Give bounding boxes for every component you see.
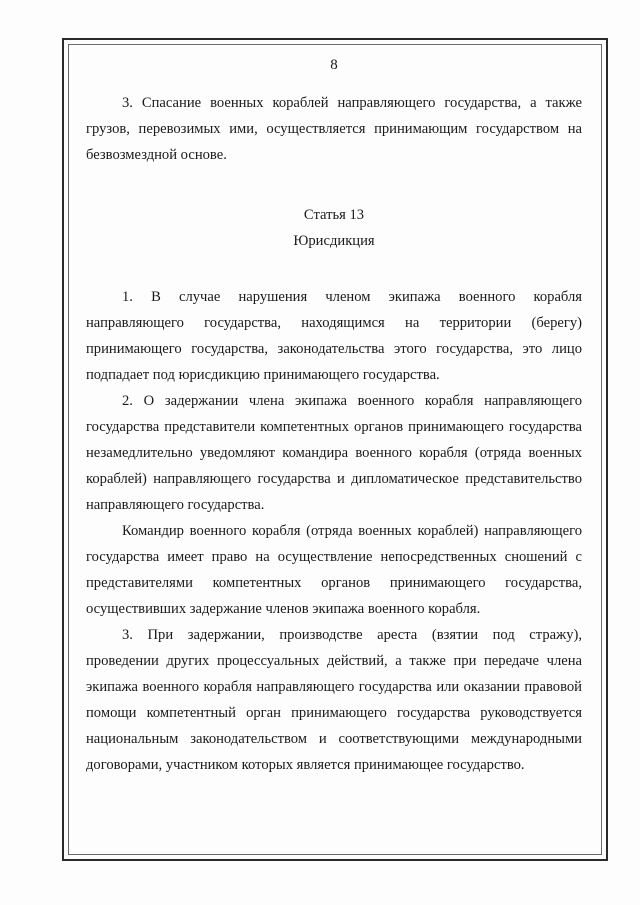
article-number: Статья 13 [303,207,365,223]
page-content [86,52,582,778]
paragraph-rescue: 3. Спасание военных кораблей направляющего государства, а также грузов, перевозимых ими, осуществляется принимающим государством на безвозмездной основе. [86,95,582,163]
spacer [86,168,582,202]
spacer [86,254,582,284]
page-number: 8 [330,57,338,73]
article-title: Юрисдикция [293,233,375,249]
paragraph-commander: Командир военного корабля (отряда военных кораблей) направляющего государства имеет право на осуществление непосредственных сношений с представителями компетентных органов принимающего государства, осуществивших задержание членов экипажа военного корабля. [86,523,582,617]
paragraph-jurisdiction-1: 1. В случае нарушения членом экипажа военного корабля направляющего государства, находящимся на территории (берегу) принимающего государства, законодательства этого государства, это лицо подпадает под юрисдикцию принимающего государства. [86,289,582,383]
paragraph-jurisdiction-2: 2. О задержании члена экипажа военного корабля направляющего государства представители компетентных органов принимающего государства незамедлительно уведомляют командира военного корабля (отряда военных кораблей) направляющего государства и дипломатическое представительство направляющего государства. [86,393,582,513]
paragraph-jurisdiction-3: 3. При задержании, производстве ареста (взятии под стражу), проведении других процессуальных действий, а также при передаче члена экипажа военного корабля направляющего государства или оказании правовой помощи компетентный орган принимающего государства руководствуется национальным законодательством и соответствующими международными договорами, участником которых является принимающее государство. [86,627,582,773]
